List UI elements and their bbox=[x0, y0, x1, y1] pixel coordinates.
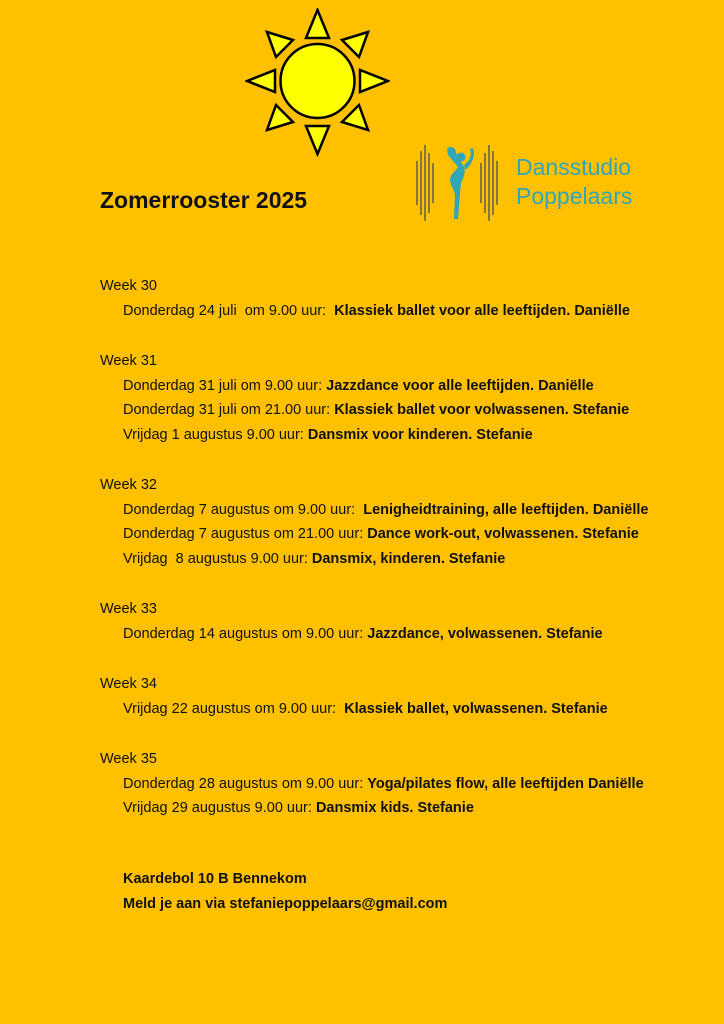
week-label: Week 33 bbox=[100, 601, 157, 617]
session-row bbox=[100, 498, 720, 523]
session-time: Donderdag 7 augustus om 9.00 uur: bbox=[123, 501, 360, 518]
session-description: Dansmix, kinderen. Stefanie bbox=[311, 550, 506, 567]
session-description: Yoga/pilates flow, alle leeftijden Daniëlle bbox=[367, 775, 644, 792]
session-time: Vrijdag 29 augustus 9.00 uur: bbox=[123, 800, 316, 816]
session-time: Vrijdag 22 augustus om 9.00 uur: bbox=[123, 700, 341, 717]
session-time: Vrijdag 8 augustus 9.00 uur: bbox=[123, 550, 312, 567]
week-block bbox=[100, 672, 720, 721]
session-time: Donderdag 14 augustus om 9.00 uur: bbox=[123, 625, 368, 642]
footer bbox=[123, 867, 447, 916]
session-row bbox=[100, 522, 720, 547]
logo-line-2: Poppelaars bbox=[516, 183, 633, 209]
session-row bbox=[100, 398, 720, 423]
session-description: Lenigheidtraining, alle leeftijden. Daniëlle bbox=[359, 501, 649, 518]
week-block bbox=[100, 597, 720, 646]
session-row bbox=[100, 547, 720, 572]
week-label: Week 35 bbox=[100, 751, 157, 767]
studio-logo bbox=[414, 143, 664, 223]
session-time: Donderdag 24 juli om 9.00 uur: bbox=[123, 302, 331, 319]
sun-icon bbox=[245, 8, 390, 158]
session-time: Donderdag 7 augustus om 21.00 uur: bbox=[123, 526, 368, 542]
session-row bbox=[100, 374, 720, 399]
session-description: Jazzdance, volwassenen. Stefanie bbox=[367, 625, 603, 642]
session-description: Dance work-out, volwassenen. Stefanie bbox=[367, 526, 639, 542]
session-row bbox=[100, 622, 720, 647]
logo-line-1: Dansstudio bbox=[516, 154, 632, 180]
week-block bbox=[100, 274, 720, 323]
week-label: Week 30 bbox=[100, 278, 157, 294]
session-time: Donderdag 31 juli om 21.00 uur: bbox=[123, 402, 335, 418]
session-row bbox=[100, 697, 720, 722]
session-description: Klassiek ballet voor alle leeftijden. Daniëlle bbox=[330, 302, 630, 319]
session-description: Jazzdance voor alle leeftijden. Daniëlle bbox=[326, 377, 594, 394]
week-block bbox=[100, 747, 720, 821]
session-description: Dansmix kids. Stefanie bbox=[315, 800, 474, 816]
page-title: Zomerrooster 2025 bbox=[100, 187, 308, 213]
session-row bbox=[100, 299, 720, 324]
session-description: Klassiek ballet, volwassenen. Stefanie bbox=[340, 700, 608, 717]
week-label: Week 32 bbox=[100, 477, 157, 493]
week-label: Week 34 bbox=[100, 676, 157, 692]
address: Kaardebol 10 B Bennekom bbox=[123, 871, 307, 887]
dancer-logo-icon bbox=[414, 143, 500, 223]
session-description: Dansmix voor kinderen. Stefanie bbox=[307, 426, 533, 443]
session-row bbox=[100, 772, 720, 797]
signup-email: Meld je aan via stefaniepoppelaars@gmail.com bbox=[123, 895, 448, 912]
schedule bbox=[100, 274, 720, 847]
session-time: Vrijdag 1 augustus 9.00 uur: bbox=[123, 426, 308, 443]
week-block bbox=[100, 473, 720, 571]
session-row bbox=[100, 796, 720, 821]
week-block bbox=[100, 349, 720, 447]
session-time: Donderdag 28 augustus om 9.00 uur: bbox=[123, 775, 368, 792]
session-row bbox=[100, 423, 720, 448]
week-label: Week 31 bbox=[100, 353, 157, 369]
session-time: Donderdag 31 juli om 9.00 uur: bbox=[123, 377, 327, 394]
session-description: Klassiek ballet voor volwassenen. Stefanie bbox=[334, 402, 630, 418]
